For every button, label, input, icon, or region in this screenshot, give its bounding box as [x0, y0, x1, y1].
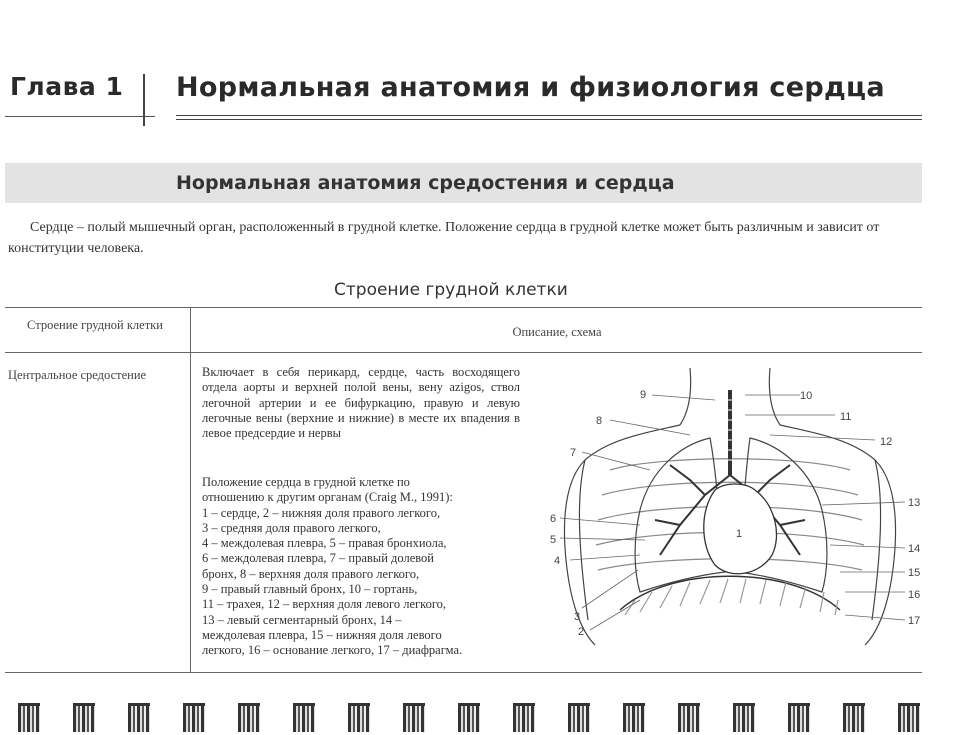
binding-ring	[128, 703, 150, 732]
figure-label-13: 13	[908, 497, 921, 509]
chest-anatomy-figure	[540, 360, 926, 660]
binding-ring	[403, 703, 425, 732]
diaphragm-hatch	[625, 579, 838, 615]
description-line: 11 – трахея, 12 – верхняя доля левого легкого,	[202, 597, 447, 612]
description-line: легкого, 16 – основание легкого, 17 – диафрагма.	[202, 643, 463, 658]
binding-ring	[348, 703, 370, 732]
figure-label-10: 10	[800, 390, 813, 402]
figure-label-12: 12	[880, 436, 893, 448]
left-arm-outline	[579, 460, 588, 620]
chapter-rule-left	[5, 116, 155, 117]
chapter-label: Глава 1	[10, 72, 124, 101]
figure-label-5: 5	[550, 534, 557, 546]
figure-label-9: 9	[640, 389, 647, 401]
description-line: Положение сердца в грудной клетке по	[202, 475, 410, 489]
chapter-title: Нормальная анатомия и физиология сердца	[176, 72, 885, 103]
description-line: отношению к другим органам (Craig M., 1991):	[202, 490, 453, 505]
binding-ring	[843, 703, 865, 732]
table-title: Строение грудной клетки	[334, 280, 568, 300]
binding-ring	[183, 703, 205, 732]
chapter-divider	[143, 74, 145, 126]
binding-ring	[623, 703, 645, 732]
binding-ring	[458, 703, 480, 732]
description-paragraph-2	[202, 475, 520, 659]
binding-ring	[678, 703, 700, 732]
figure-label-4: 4	[554, 555, 561, 567]
description-line: 4 – междолевая плевра, 5 – правая бронхиола,	[202, 536, 447, 551]
table-column-divider	[190, 307, 191, 673]
figure-label-15: 15	[908, 567, 921, 579]
binding-ring	[898, 703, 920, 732]
diaphragm	[620, 576, 840, 610]
figure-label-16: 16	[908, 589, 921, 601]
figure-label-1: 1	[736, 528, 743, 540]
binding-ring	[788, 703, 810, 732]
binding-ring	[293, 703, 315, 732]
figure-label-8: 8	[596, 415, 603, 427]
binding-ring	[568, 703, 590, 732]
figure-label-2: 2	[578, 626, 585, 638]
binding-ring	[238, 703, 260, 732]
figure-label-3: 3	[574, 611, 581, 623]
table-bottom-rule	[5, 672, 922, 673]
description-line: 9 – правый главный бронх, 10 – гортань,	[202, 582, 418, 597]
description-line: 3 – средняя доля правого легкого,	[202, 520, 381, 535]
binding-ring	[18, 703, 40, 732]
description-line: 1 – сердце, 2 – нижняя доля правого легкого,	[202, 505, 441, 520]
right-arm-outline	[872, 460, 881, 620]
column-header-description: Описание, схема	[512, 325, 602, 339]
column-header-structure: Строение грудной клетки	[27, 318, 163, 332]
row-label: Центральное средостение	[8, 368, 147, 382]
figure-label-6: 6	[550, 513, 557, 525]
binding-ring	[513, 703, 535, 732]
binding-ring	[73, 703, 95, 732]
description-line: междолевая плевра, 15 – нижняя доля левого	[202, 627, 442, 642]
binding-ring	[733, 703, 755, 732]
figure-label-7: 7	[570, 447, 577, 459]
description-paragraph-1: Включает в себя перикард, сердце, часть восходящего отдела аорты и верхней полой вены, вену azigos, ствол легочной артерии и ее бифуркацию, правую и левую легочные вены (верхние и нижние) в месте их впадения в левое предсердие и нервы	[202, 365, 520, 441]
description-line: 6 – междолевая плевра, 7 – правый долевой	[202, 551, 435, 566]
table-header-rule	[5, 352, 922, 353]
table-top-rule	[5, 307, 922, 308]
section-title: Нормальная анатомия средостения и сердца	[176, 172, 675, 194]
figure-label-11: 11	[840, 411, 852, 423]
chapter-title-underline	[176, 115, 922, 120]
intro-paragraph: Сердце – полый мышечный орган, расположенный в грудной клетке. Положение сердца в грудной клетке может быть различным и зависит от конституции человека.	[8, 220, 880, 256]
description-line: 13 – левый сегментарный бронх, 14 –	[202, 612, 402, 627]
figure-label-14: 14	[908, 543, 921, 555]
description-line: бронх, 8 – верхняя доля правого легкого,	[202, 566, 420, 581]
figure-label-17: 17	[908, 615, 921, 627]
